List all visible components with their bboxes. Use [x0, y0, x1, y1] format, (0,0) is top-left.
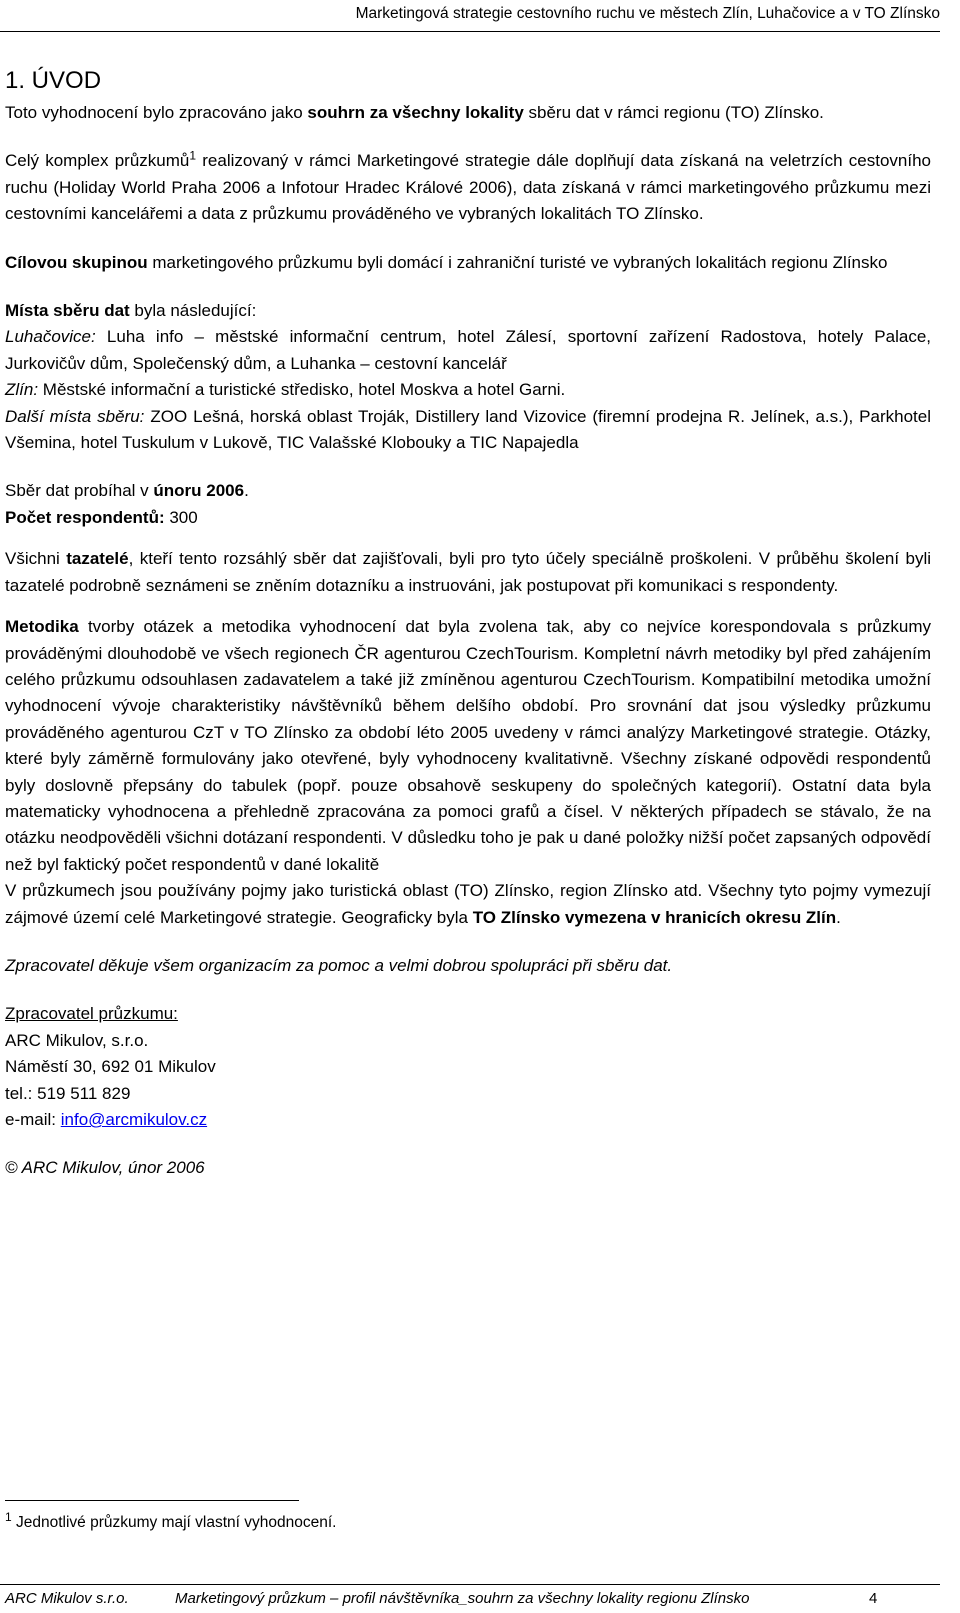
target-group-paragraph: Cílovou skupinou marketingového průzkumu byli domácí i zahraniční turisté ve vybraných lokalitách regionu Zlínsko [5, 252, 888, 272]
footer-company: ARC Mikulov s.r.o. [5, 1590, 129, 1607]
luhacovice-places: Luhačovice: Luha info – městské informační centrum, hotel Zálesí, sportovní zařízení Radostova, hotely Palace, Jurkovičův dům, Společenský dům, a Luhanka – cestovní kancelář [5, 327, 931, 373]
zlin-places: Zlín: Městské informační a turistické středisko, hotel Moskva a hotel Garni. [5, 380, 566, 400]
other-places: Další místa sběru: ZOO Lešná, horská oblast Troják, Distillery land Vizovice (firemní prodejna R. Jelínek, a.s.), Parkhotel Všemina, hotel Tuskulum v Lukově, TIC Valašské Klobouky a TIC Napajedla [5, 406, 931, 453]
email-link[interactable]: info@arcmikulov.cz [60, 1110, 208, 1129]
surveyors-paragraph: Všichni tazatelé, kteří tento rozsáhlý sběr dat zajišťovali, byli pro tyto účely speciálně proškoleni. V průběhu školení byli tazatelé podrobně seznámeni se zněním dotazníku a instruováni, jak postupovat při komunikaci s respondenty. [5, 549, 932, 595]
contact-phone: tel.: 519 511 829 [5, 1083, 131, 1103]
header-title: Marketingová strategie cestovního ruchu ve městech Zlín, Luhačovice a v TO Zlínsko [355, 5, 940, 22]
page-header [0, 0, 940, 32]
contact-email: e-mail: info@arcmikulov.cz [5, 1110, 208, 1129]
contact-name: ARC Mikulov, s.r.o. [5, 1030, 149, 1050]
footer-document: Marketingový průzkum – profil návštěvníka_souhrn za všechny lokality regionu Zlínsko [175, 1590, 750, 1607]
contact-label: Zpracovatel průzkumu: [5, 1004, 178, 1024]
page-footer [0, 1584, 940, 1613]
intro-paragraph: Toto vyhodnocení bylo zpracováno jako souhrn za všechny lokality sběru dat v rámci regionu (TO) Zlínsko. [5, 103, 824, 122]
footnote-divider [5, 1500, 299, 1501]
collection-places-title: Místa sběru dat byla následující: [5, 301, 257, 321]
complex-paragraph: Celý komplex průzkumů$^1$ realizovaný v rámci Marketingové strategie dále doplňují data získaná na veletrzích cestovního ruchu (Holiday World Praha 2006 a Infotour Hradec Králové 2006), data získaná v rámci marketingového průzkumu mezi cestovními kancelářemi a data z průzkumu prováděného ve vybraných lokalitách TO Zlínsko. [5, 148, 931, 224]
collection-period: Sběr dat probíhal v únoru 2006. [5, 481, 249, 501]
contact-address: Náměstí 30, 692 01 Mikulov [5, 1057, 216, 1077]
footnote: $^1$ Jednotlivé průzkumy mají vlastní vyhodnocení. [5, 1509, 337, 1531]
copyright: © ARC Mikulov, únor 2006 [5, 1158, 205, 1178]
section-heading: 1. ÚVOD [5, 67, 102, 94]
document-body [5, 62, 931, 1182]
terms-paragraph: V průzkumech jsou používány pojmy jako turistická oblast (TO) Zlínsko, region Zlínsko atd. Všechny tyto pojmy vymezují zájmové území celé Marketingové strategie. Geograficky byla TO Zlínsko vymezena v hranicích okresu Zlín. [5, 881, 931, 927]
footnote-ref: 1 [189, 148, 197, 163]
page-number: 4 [869, 1590, 878, 1607]
thanks-paragraph: Zpracovatel děkuje všem organizacím za pomoc a velmi dobrou spolupráci při sběru dat. [5, 955, 673, 975]
respondent-count: Počet respondentů: 300 [5, 507, 198, 527]
methodology-paragraph: Metodika tvorby otázek a metodika vyhodnocení dat byla zvolena tak, aby co nejvíce korespondovala s průzkumy prováděnými dlouhodobě ve všech regionech ČR agenturou CzechTourism. Kompletní návrh metodiky byl před zahájením celého průzkumu odsouhlasen zadavatelem a také již zmíněnou agenturou CzechTourism. Kompatibilní metodika umožní vyhodnocení vývoje charakteristiky návštěvníků během delšího období. Pro srovnání dat jsou výsledky průzkumu prováděného agenturou CzT v TO Zlínsko za období léto 2005 uvedeny v rámci analýzy Marketingové strategie. Otázky, které byly záměrně formulovány jako otevřené, byly vyhodnoceny kvalitativně. Všechny získané odpovědi respondentů byly doslovně přepsány do tabulek (popř. pouze obsahově seskupeny do společných kategorií). Ostatní data byla matematicky vyhodnocena a přehledně zpracována za pomoci grafů a čísel. V některých případech se stávalo, že na otázku neodpověděli všichni dotázaní respondenti. V důsledku toho je pak u dané položky nižší počet zapsaných odpovědí než byl faktický počet respondentů v dané lokalitě [5, 617, 931, 874]
